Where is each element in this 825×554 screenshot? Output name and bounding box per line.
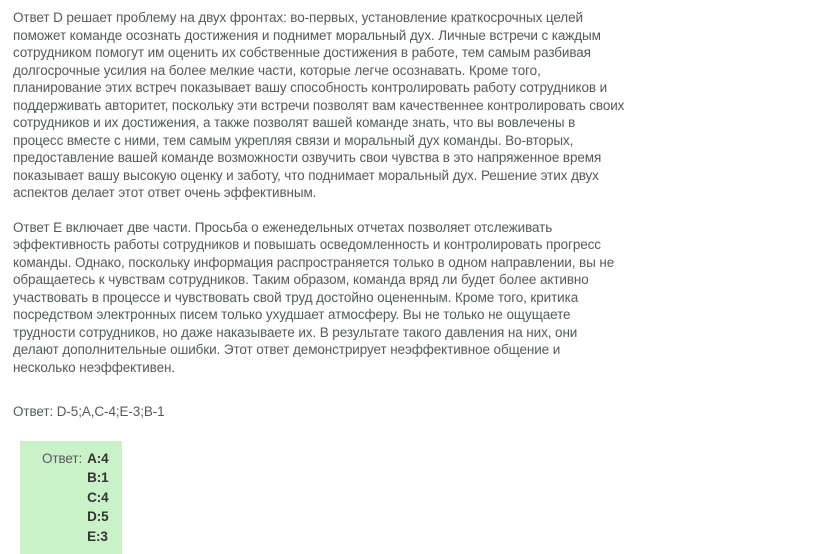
answer-summary-line: Ответ: D-5;A,C-4;E-3;B-1 xyxy=(13,403,625,421)
answer-d-explanation-paragraph: Ответ D решает проблему на двух фронтах: во-первых, установление краткосрочных целей поможет команде осознать достижения и поднимет моральный дух. Личные встречи с каждым сотрудником помогут им оценить их собственные достижения в работе, тем самым разбивая долгосрочные усилия на более мелкие части, которые легче осознавать. Кроме того, планирование этих встреч показывает вашу способность контролировать работу сотрудников и поддерживать авторитет, поскольку эти встречи позволят вам качественнее контролировать своих сотрудников и их достижения, а также позволят вашей команде знать, что вы вовлечены в процесс вместе с ними, тем самым укрепляя связи и моральный дух команды. Во-вторых, предоставление вашей команде возможности озвучить свои чувства в это напряженное время показывает вашу высокую оценку и заботу, что поднимает моральный дух. Решение этих двух аспектов делает этот ответ очень эффективным. xyxy=(13,9,625,202)
answer-score-e: E:3 xyxy=(87,527,108,547)
answer-score-c: C:4 xyxy=(87,488,108,508)
answer-score-box xyxy=(20,441,122,554)
answer-score-b: B:1 xyxy=(87,468,108,488)
answer-score-list xyxy=(87,449,108,547)
answer-e-explanation-paragraph: Ответ E включает две части. Просьба о еженедельных отчетах позволяет отслеживать эффективность работы сотрудников и повышать осведомленность и контролировать прогресс команды. Однако, поскольку информация распространяется только в одном направлении, вы не обращаетесь к чувствам сотрудников. Таким образом, команда вряд ли будет более активно участвовать в процессе и чувствовать свой труд достойно оцененным. Кроме того, критика посредством электронных писем только ухудшает атмосферу. Вы не только не ощущаете трудности сотрудников, но даже наказываете их. В результате такого давления на них, они делают дополнительные ошибки. Этот ответ демонстрирует неэффективное общение и несколько неэффективен. xyxy=(13,219,625,377)
answer-score-d: D:5 xyxy=(87,507,108,527)
answer-score-box-label: Ответ: xyxy=(42,449,82,469)
answer-score-a: A:4 xyxy=(87,449,108,469)
